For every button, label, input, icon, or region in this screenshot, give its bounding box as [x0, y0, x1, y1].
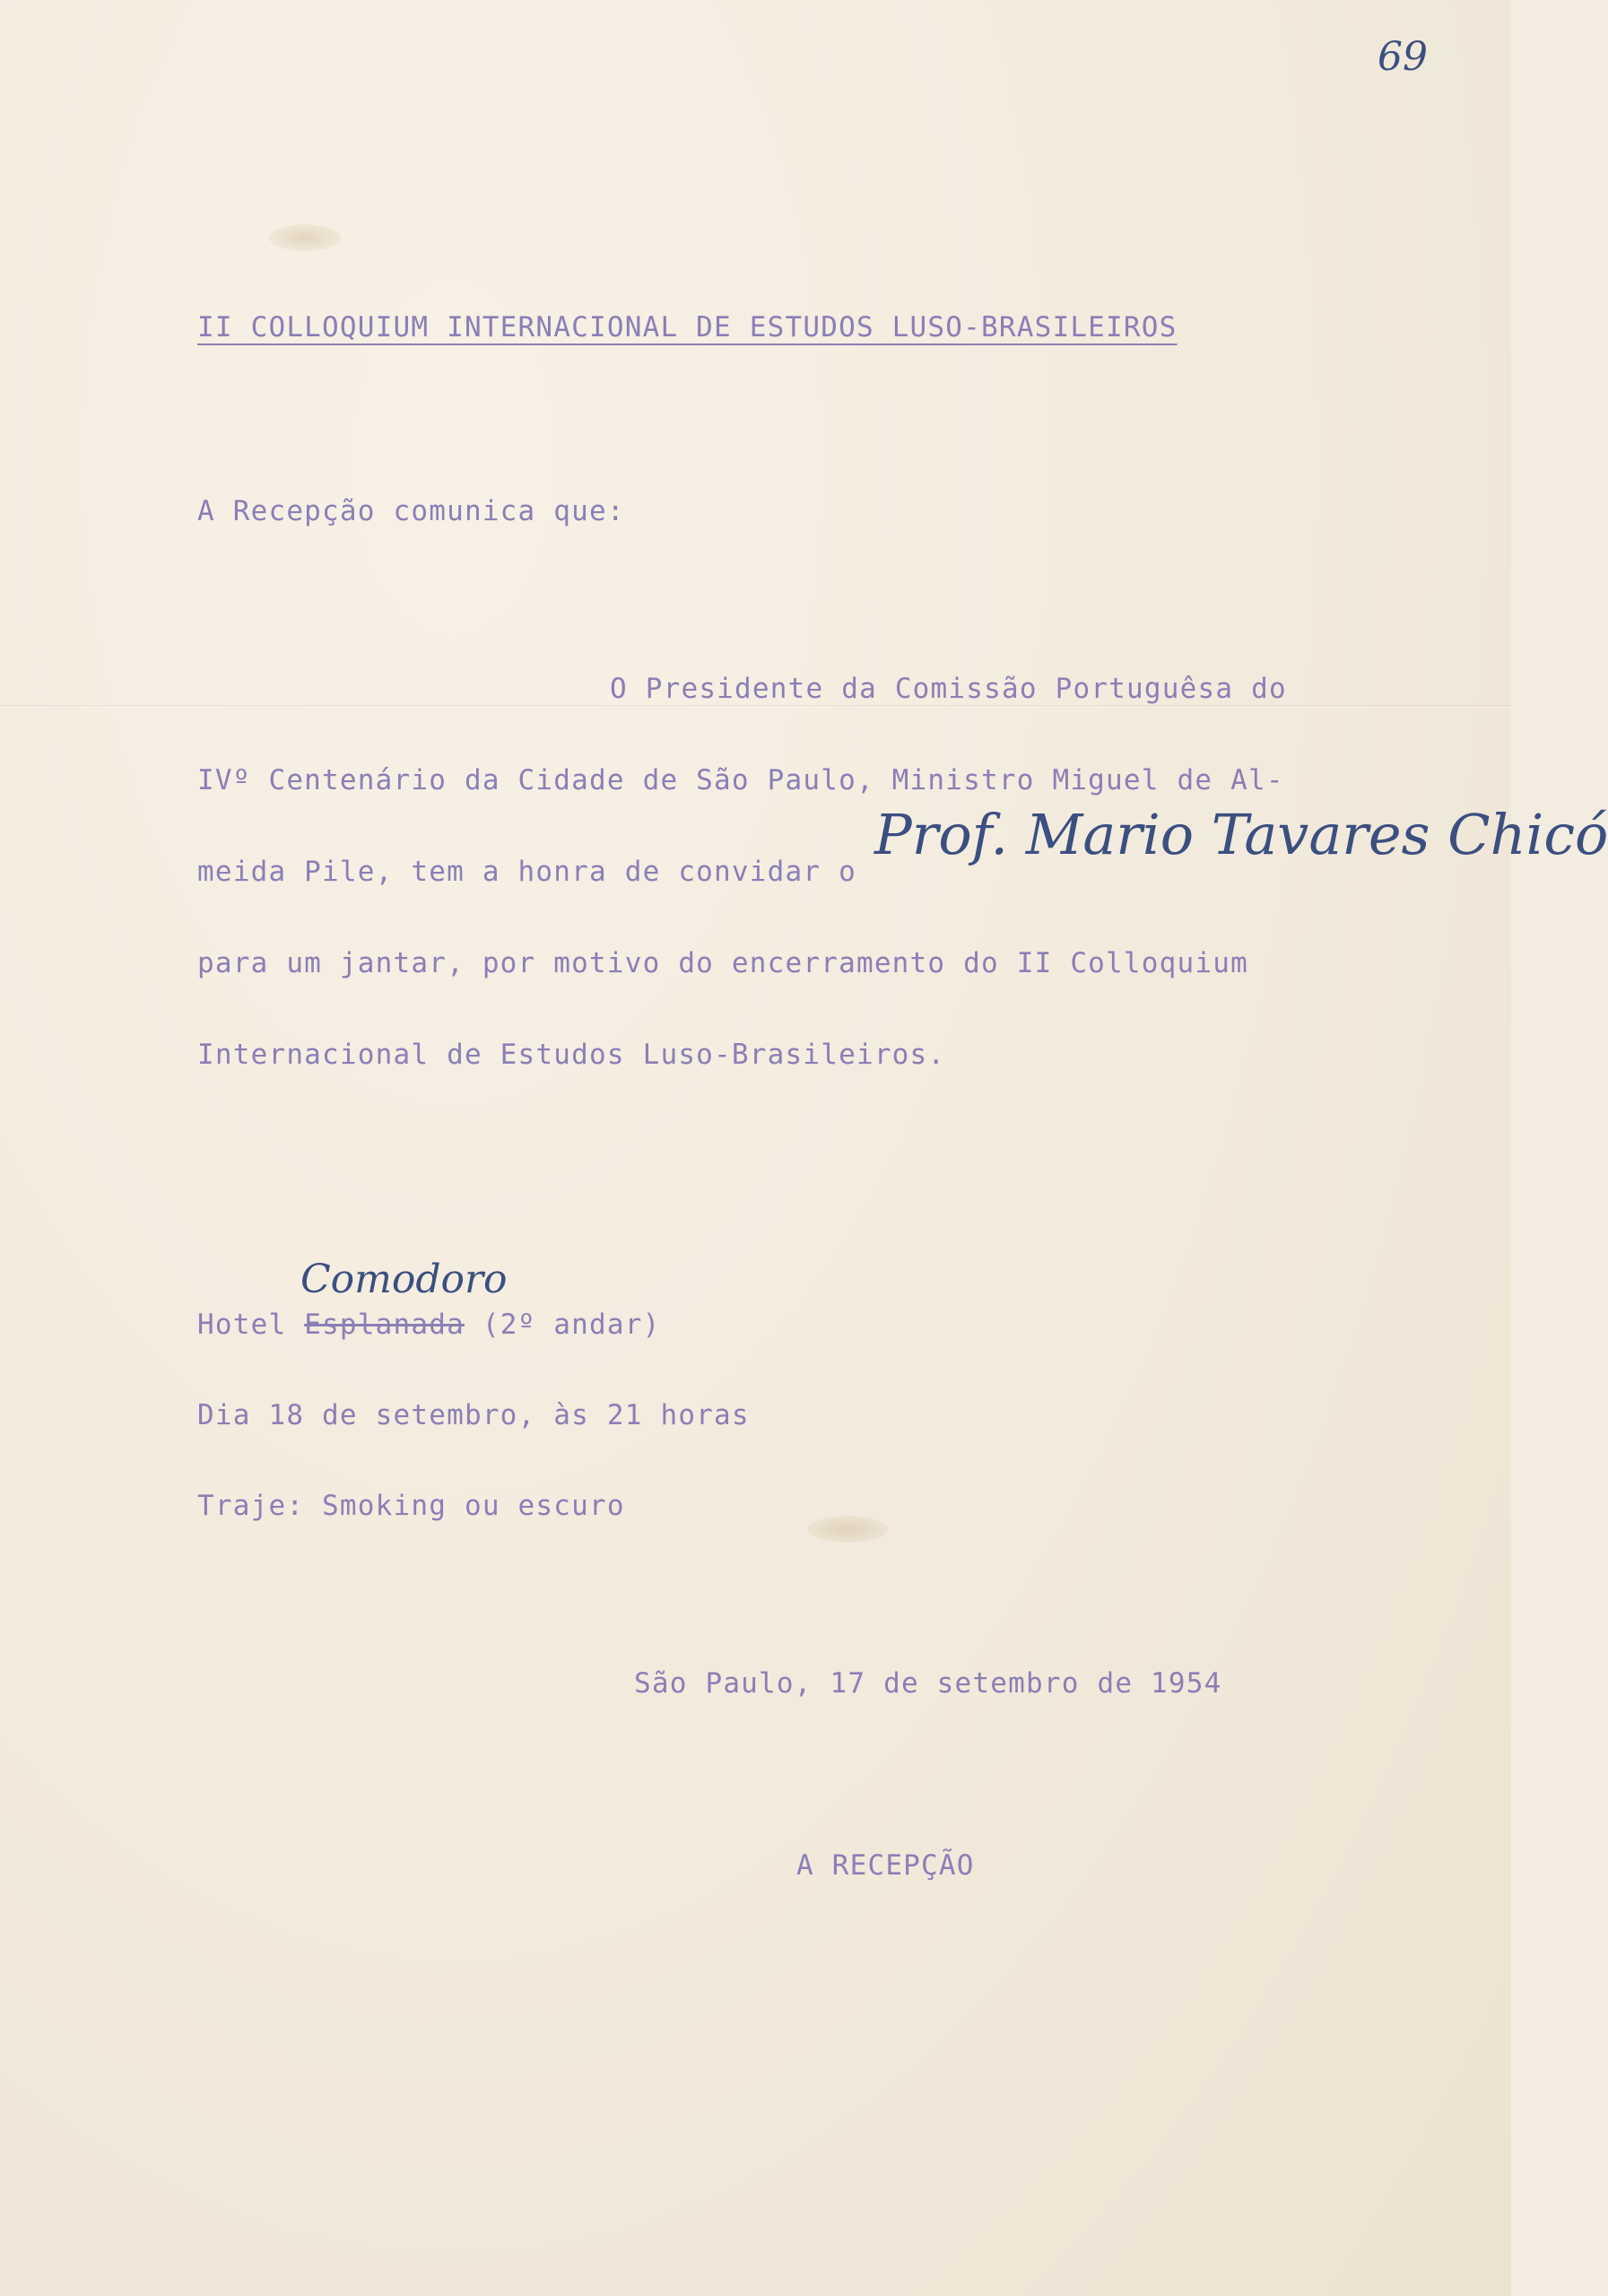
document-title: II COLLOQUIUM INTERNACIONAL DE ESTUDOS LUSO-BRASILEIROS — [197, 311, 1178, 344]
handwritten-guest-name: Prof. Mario Tavares Chicó — [874, 802, 1608, 867]
hotel-suffix: (2º andar) — [464, 1309, 661, 1341]
paper-stain — [269, 224, 341, 251]
signature: A RECEPÇÃO — [796, 1849, 975, 1882]
date-line: Dia 18 de setembro, às 21 horas — [197, 1399, 750, 1431]
page-number: 69 — [1378, 34, 1428, 80]
hotel-struck-name: Esplanada — [304, 1309, 465, 1341]
hotel-prefix: Hotel — [197, 1309, 305, 1341]
paper-stain — [807, 1516, 888, 1543]
paper-fold — [0, 705, 1511, 708]
handwritten-hotel-correction: Comodoro — [300, 1257, 508, 1302]
body-line: para um jantar, por motivo do encerramento do II Colloquium — [197, 947, 1248, 979]
intro-line: A Recepção comunica que: — [197, 495, 625, 527]
body-line: Internacional de Estudos Luso-Brasileiros. — [197, 1039, 946, 1071]
body-line: O Presidente da Comissão Portuguêsa do — [610, 673, 1287, 705]
dress-code-line: Traje: Smoking ou escuro — [197, 1490, 625, 1522]
place-date: São Paulo, 17 de setembro de 1954 — [634, 1667, 1222, 1700]
hotel-line — [197, 1311, 660, 1339]
body-line: meida Pile, tem a honra de convidar o — [197, 856, 856, 888]
body-line: IVº Centenário da Cidade de São Paulo, Ministro Miguel de Al- — [197, 764, 1284, 796]
